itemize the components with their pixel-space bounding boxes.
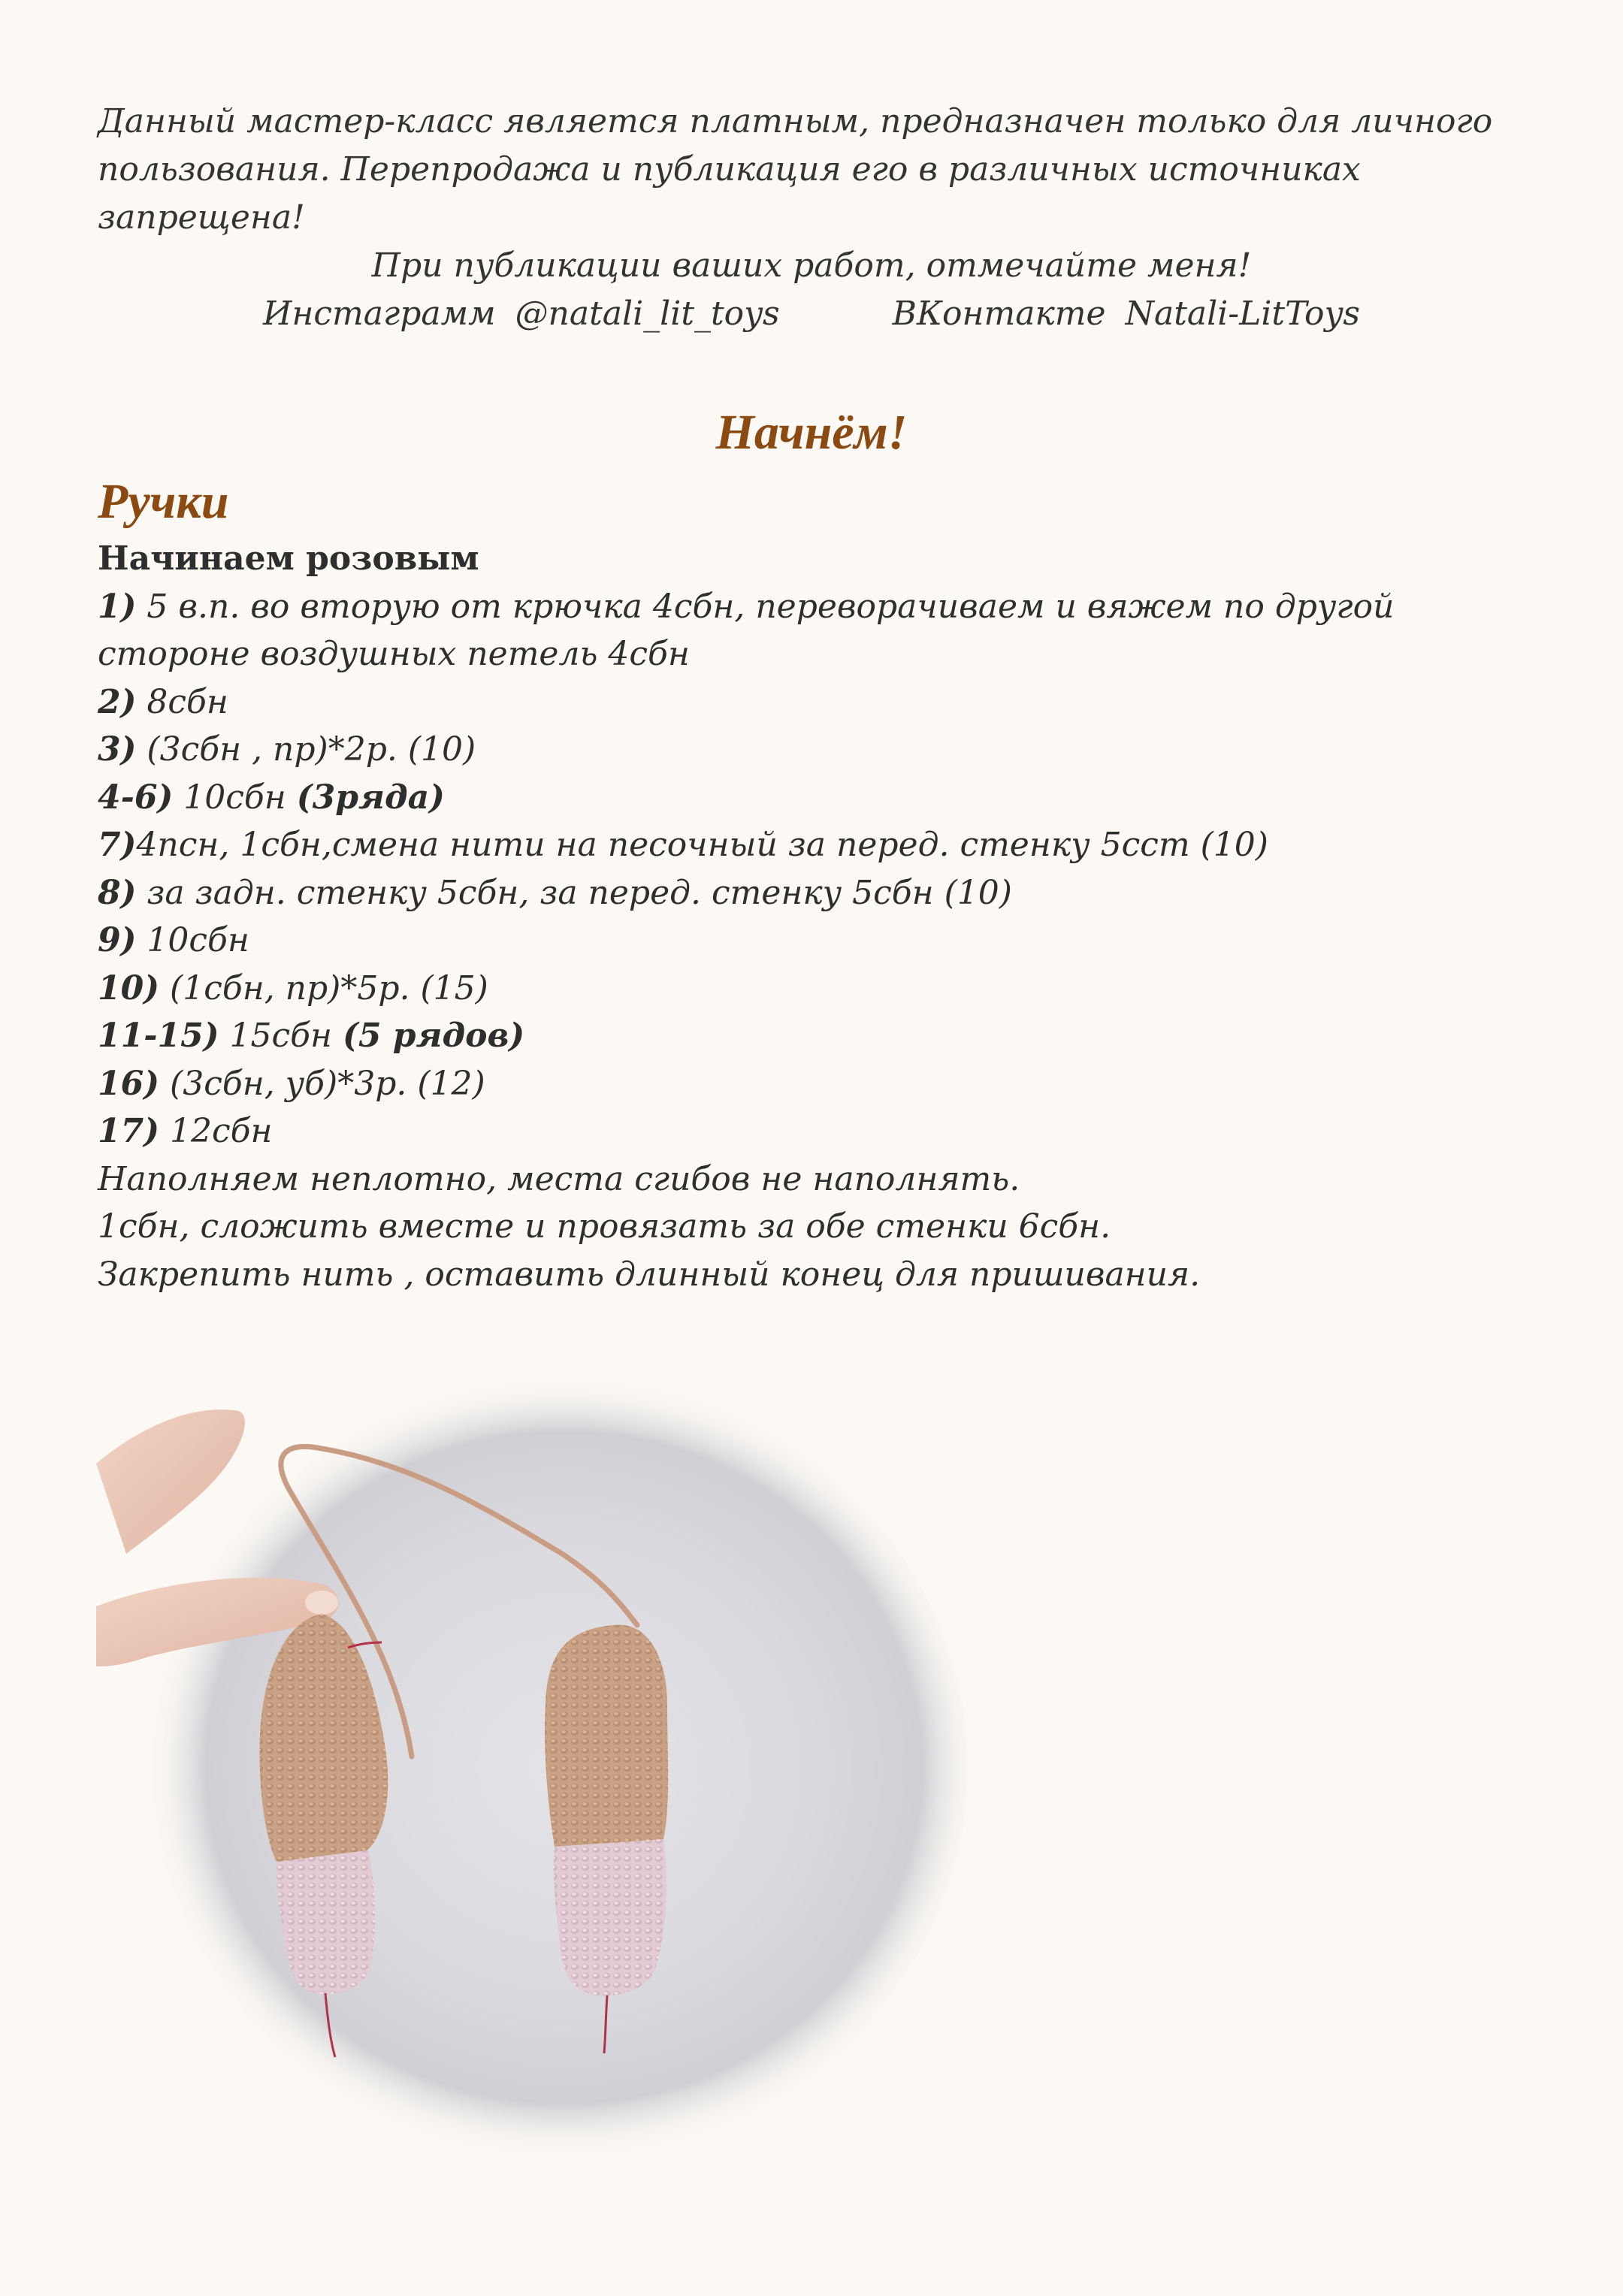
finish-note: Наполняем неплотно, места сгибов не наполнять. xyxy=(98,1159,1020,1198)
row-step xyxy=(98,678,1540,727)
row-text: (1сбн, пр)*5р. (15) xyxy=(159,968,488,1008)
row-number: 10) xyxy=(98,968,160,1008)
row-step xyxy=(98,1060,1540,1108)
row-number: 7) xyxy=(98,826,137,864)
row-step xyxy=(98,917,1540,965)
row-number: 3) xyxy=(98,730,137,769)
row-number: 9) xyxy=(98,921,137,959)
row-number: 2) xyxy=(98,682,137,721)
tag-request: При публикации ваших работ, отмечайте меня! xyxy=(371,246,1252,285)
copyright-line-2: пользования. Перепродажа и публикация его в различных источниках запрещена! xyxy=(98,150,1361,237)
row-number: 4-6) xyxy=(98,778,174,817)
finish-note: 1сбн, сложить вместе и провязать за обе стенки 6сбн. xyxy=(98,1207,1111,1246)
start-title: Начнём! xyxy=(715,405,908,460)
row-step xyxy=(98,1107,1540,1156)
row-text: 8сбн xyxy=(136,682,228,721)
row-text: за задн. стенку 5сбн, за перед. стенку 5сбн (10) xyxy=(136,873,1012,912)
row-text: 10сбн xyxy=(173,778,297,817)
copyright-line-1: Данный мастер-класс является платным, предназначен только для личного xyxy=(98,102,1493,140)
row-text: 15сбн xyxy=(219,1017,343,1055)
row-step xyxy=(98,774,1540,822)
row-step xyxy=(98,869,1540,917)
row-number: 17) xyxy=(98,1112,160,1150)
row-number: 1) xyxy=(98,587,137,626)
social-links xyxy=(0,290,1623,338)
crochet-arms-photo xyxy=(96,1358,983,2177)
row-count-note: (5 рядов) xyxy=(343,1017,525,1055)
vk-label: ВКонтакте xyxy=(892,295,1106,333)
social-block xyxy=(0,242,1623,338)
finish-note: Закрепить нить , оставить длинный конец для пришивания. xyxy=(98,1255,1201,1294)
row-step xyxy=(98,583,1540,678)
instructions xyxy=(98,535,1540,1298)
row-step xyxy=(98,965,1540,1013)
instructions-subhead: Начинаем розовым xyxy=(98,539,479,578)
row-text: (3сбн, уб)*3р. (12) xyxy=(159,1064,485,1103)
row-text: 12сбн xyxy=(159,1112,273,1150)
row-text: 5 в.п. во вторую от крючка 4сбн, переворачиваем и вяжем по другой стороне воздушных петель 4сбн xyxy=(98,587,1395,673)
instagram-handle[interactable]: @natali_lit_toys xyxy=(515,295,780,333)
vk-handle[interactable]: Natali-LitToys xyxy=(1125,295,1360,333)
row-text: 10сбн xyxy=(136,921,249,959)
row-text: 4псн, 1сбн,смена нити на песочный за перед. стенку 5сст (10) xyxy=(136,826,1268,864)
row-step xyxy=(98,821,1540,869)
row-text: (3сбн , пр)*2р. (10) xyxy=(136,730,476,769)
row-number: 8) xyxy=(98,873,137,912)
copyright-notice xyxy=(98,98,1525,242)
row-step xyxy=(98,1012,1540,1060)
instagram-label: Инстаграмм xyxy=(263,295,496,333)
section-title: Ручки xyxy=(98,474,229,529)
row-number: 11-15) xyxy=(98,1017,219,1055)
row-step xyxy=(98,726,1540,774)
row-number: 16) xyxy=(98,1064,160,1103)
row-count-note: (3ряда) xyxy=(296,778,445,817)
